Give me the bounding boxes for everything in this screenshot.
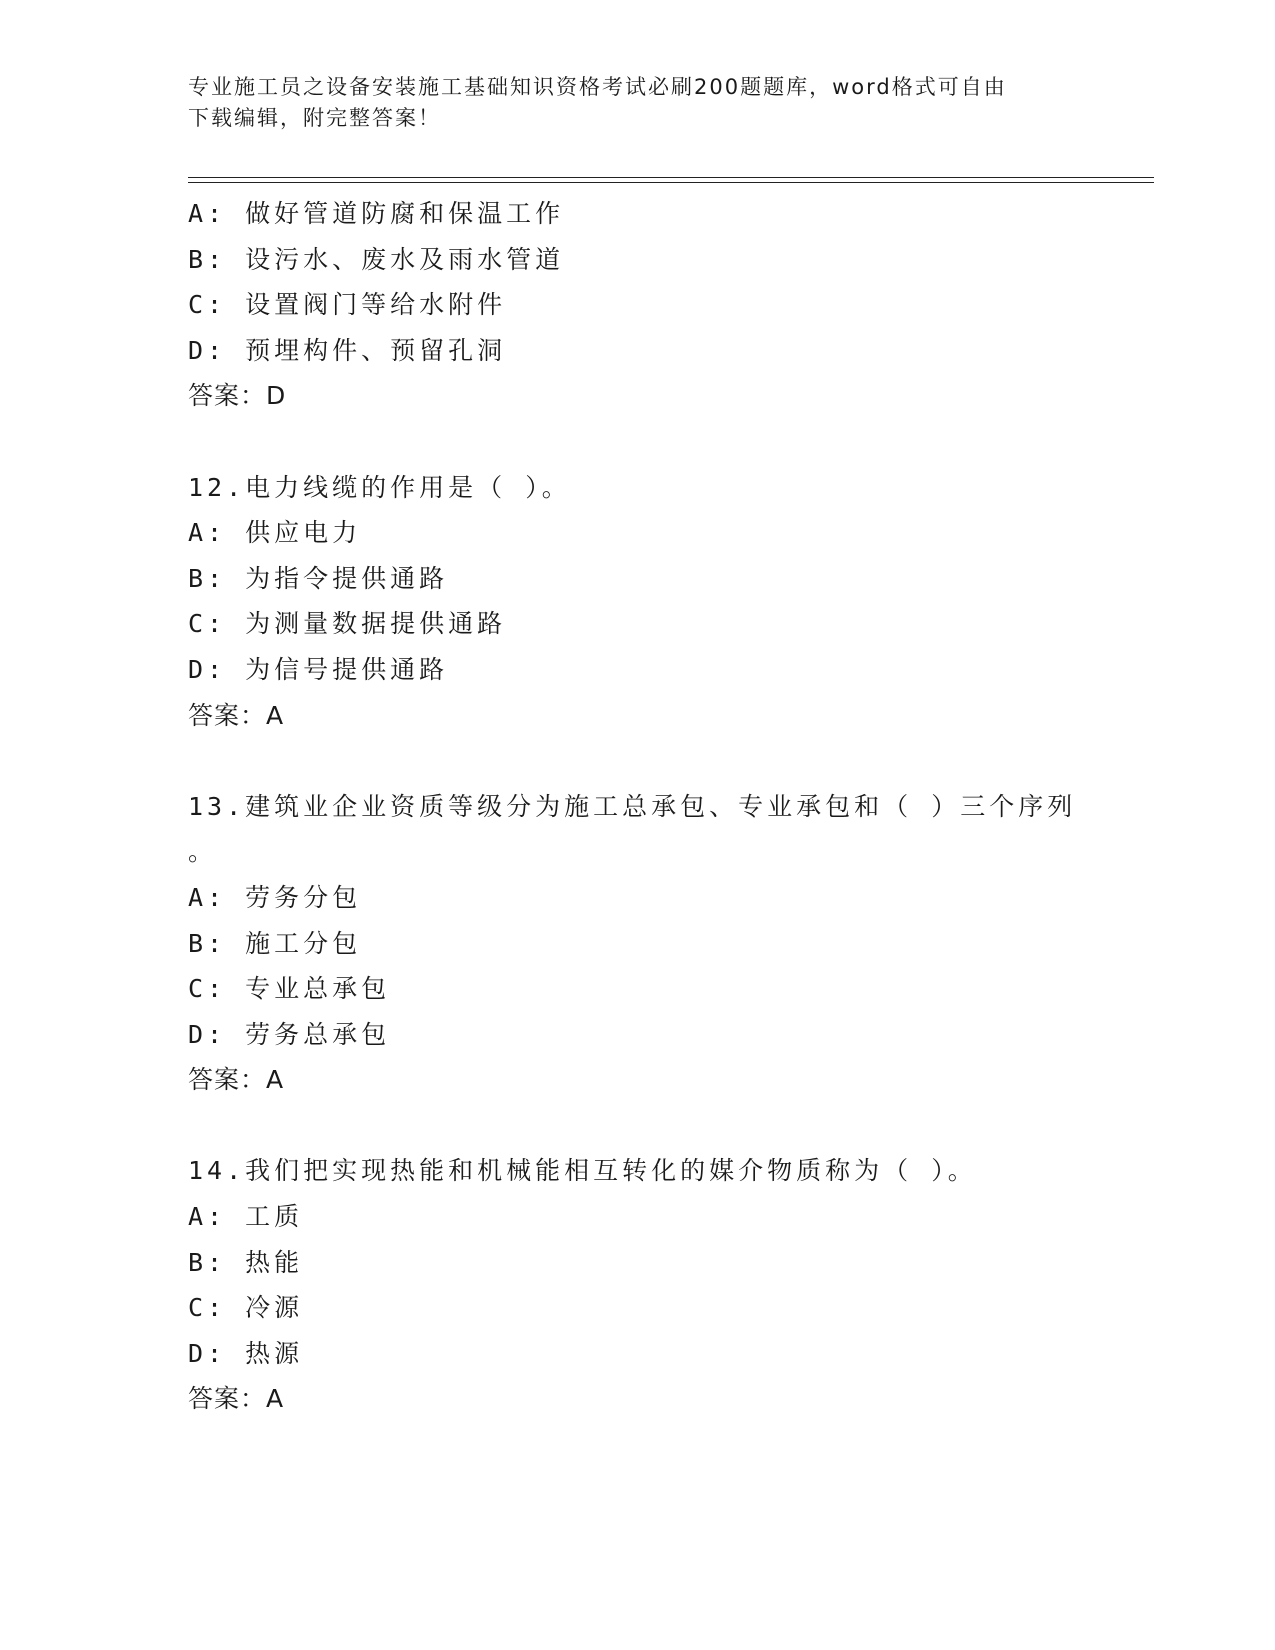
header-divider-bottom — [188, 182, 1154, 183]
header-line-2: 下载编辑，附完整答案！ — [188, 106, 441, 130]
header-line-1: 专业施工员之设备安装施工基础知识资格考试必刷200题题库，word格式可自由 — [188, 75, 1007, 99]
option-b: B: 为指令提供通路 — [188, 563, 449, 593]
option-d: D: 热源 — [188, 1338, 304, 1368]
header-divider-top — [188, 177, 1154, 178]
option-d: D: 为信号提供通路 — [188, 654, 449, 684]
question-14 — [188, 1148, 1148, 1422]
question-list — [188, 191, 1148, 1422]
question-stem-continuation: 。 — [188, 837, 218, 867]
answer-line: 答案：D — [188, 381, 287, 411]
answer-line: 答案：A — [188, 1384, 285, 1414]
option-d: D: 预埋构件、预留孔洞 — [188, 335, 507, 365]
question-spacer — [188, 738, 1148, 784]
question-spacer — [188, 419, 1148, 465]
option-d: D: 劳务总承包 — [188, 1019, 391, 1049]
answer-line: 答案：A — [188, 700, 285, 730]
document-header — [188, 72, 1088, 134]
option-a: A: 工质 — [188, 1202, 304, 1232]
question-13 — [188, 784, 1148, 1103]
option-b: B: 设污水、废水及雨水管道 — [188, 244, 565, 274]
question-11 — [188, 191, 1148, 419]
option-c: C: 为测量数据提供通路 — [188, 609, 507, 639]
option-c: C: 设置阀门等给水附件 — [188, 290, 507, 320]
question-spacer — [188, 1103, 1148, 1149]
option-a: A: 供应电力 — [188, 518, 362, 548]
option-c: C: 冷源 — [188, 1293, 304, 1323]
option-b: B: 施工分包 — [188, 928, 362, 958]
answer-line: 答案：A — [188, 1065, 285, 1095]
question-stem: 12.电力线缆的作用是（ ）。 — [188, 472, 571, 502]
question-12 — [188, 465, 1148, 739]
option-c: C: 专业总承包 — [188, 974, 391, 1004]
option-a: A: 劳务分包 — [188, 882, 362, 912]
option-b: B: 热能 — [188, 1247, 304, 1277]
question-stem: 13.建筑业企业资质等级分为施工总承包、专业承包和（ ）三个序列 — [188, 791, 1077, 821]
option-a: A: 做好管道防腐和保温工作 — [188, 199, 565, 228]
question-stem: 14.我们把实现热能和机械能相互转化的媒介物质称为（ ）。 — [188, 1156, 977, 1186]
